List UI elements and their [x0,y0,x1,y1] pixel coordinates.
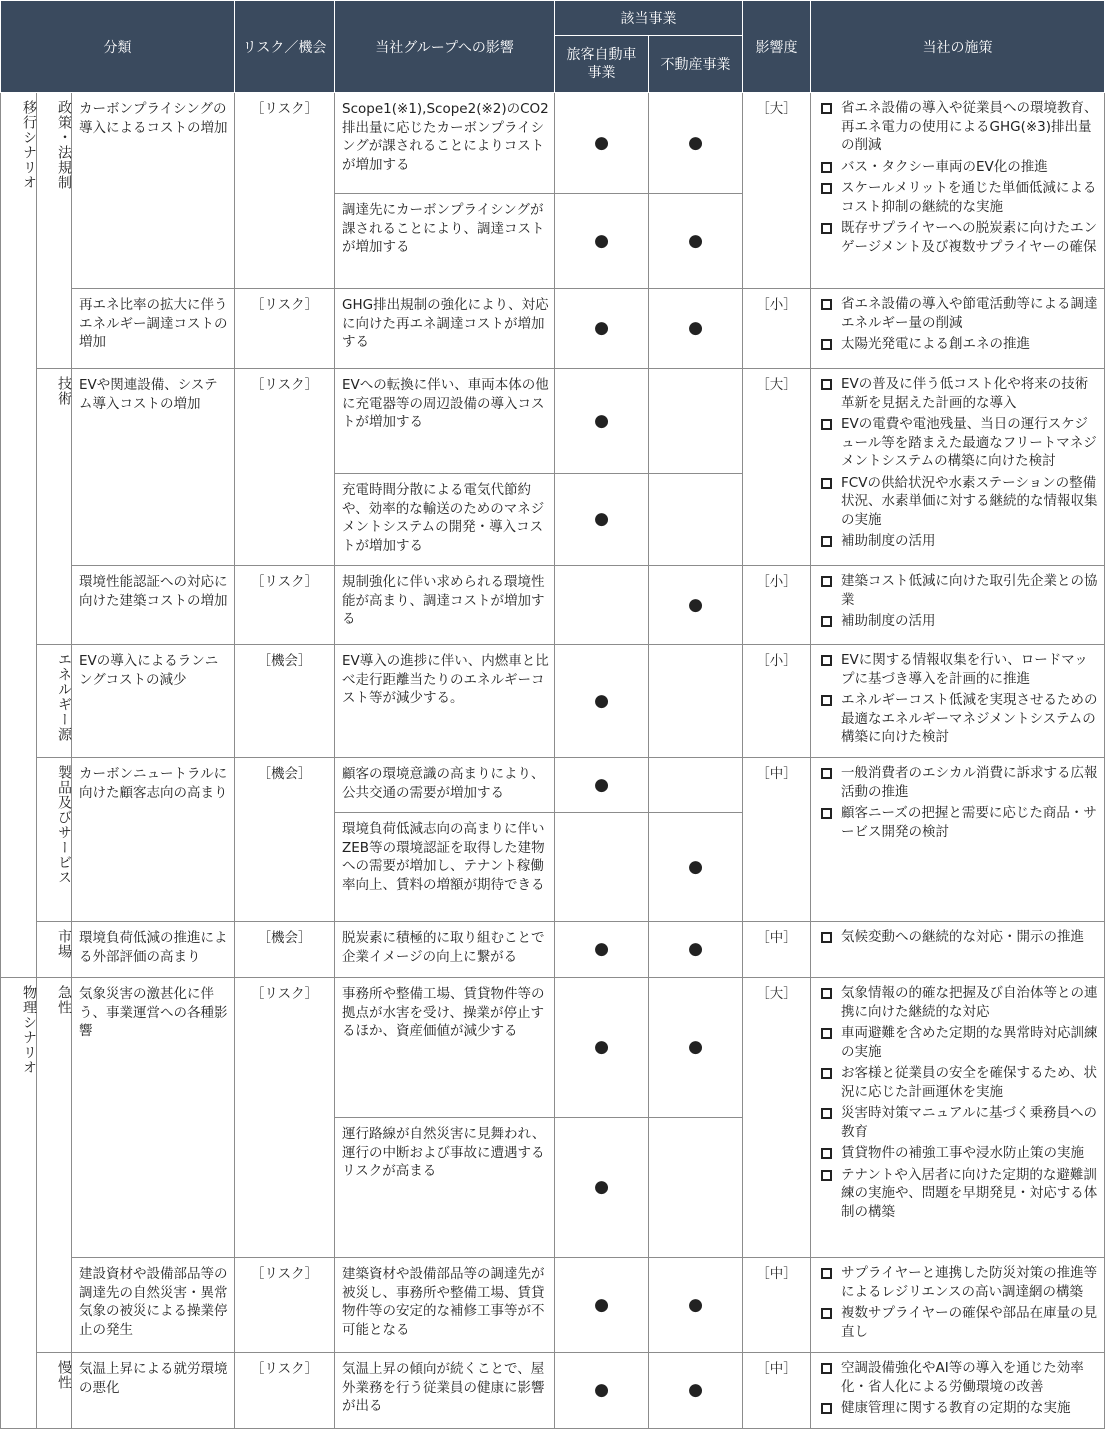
checkbox-icon [821,1268,832,1279]
impact-text: 建築資材や設備部品等の調達先が被災し、事務所や整備工場、賃貸物件等の安定的な補修工事等が不可能となる [335,1258,555,1353]
checkbox-icon [821,536,832,547]
checkbox-icon [821,576,832,587]
dot-passenger: ● [555,645,649,758]
impact-level: ［大］ [743,369,811,566]
measure-item: 気候変動への継続的な対応・開示の推進 [819,928,1100,947]
impact-text: 顧客の環境意識の高まりにより、公共交通の需要が増加する [335,758,555,813]
dot-realestate-empty [649,474,743,566]
checkbox-icon [821,1148,832,1159]
checkbox-icon [821,103,832,114]
checkbox-icon [821,1068,832,1079]
impact-text: 事務所や整備工場、賃貸物件等の拠点が水害を受け、操業が停止するほか、資産価値が減少する [335,978,555,1118]
impact-level: ［大］ [743,978,811,1258]
dot-passenger: ● [555,1353,649,1429]
risk-opportunity-label: ［機会］ [235,922,335,978]
dot-passenger: ● [555,194,649,289]
checkbox-icon [821,162,832,173]
dot-realestate-empty [649,645,743,758]
impact-text: GHG排出規制の強化により、対応に向けた再エネ調達コストが増加する [335,289,555,369]
impact-level: ［中］ [743,922,811,978]
impact-text: 脱炭素に積極的に取り組むことで企業イメージの向上に繋がる [335,922,555,978]
checkbox-icon [821,808,832,819]
measure-item: 健康管理に関する教育の定期的な実施 [819,1399,1100,1418]
impact-text: 環境負荷低減志向の高まりに伴いZEB等の環境認証を取得した建物への需要が増加し、テナント稼働率向上、賃料の増額が期待できる [335,813,555,922]
measure-item: サプライヤーと連携した防災対策の推進等によるレジリエンスの高い調達網の構築 [819,1264,1100,1301]
measures-cell [811,922,1105,978]
item-renewable-ratio: 再エネ比率の拡大に伴うエネルギー調達コストの増加 [72,289,235,369]
impact-level: ［小］ [743,289,811,369]
dot-realestate: ● [649,922,743,978]
measure-item: 賃貸物件の補強工事や浸水防止策の実施 [819,1144,1100,1163]
subcategory-acute: 急性 [37,978,72,1353]
dot-realestate-empty [649,1118,743,1258]
dot-realestate: ● [649,194,743,289]
measures-cell [811,1258,1105,1353]
header-risk-opportunity: リスク／機会 [235,1,335,93]
measure-item: 省エネ設備の導入や節電活動等による調達エネルギー量の削減 [819,295,1100,332]
dot-passenger: ● [555,922,649,978]
checkbox-icon [821,1108,832,1119]
measure-item: 複数サプライヤーの確保や部品在庫量の見直し [819,1304,1100,1341]
item-external-evaluation: 環境負荷低減の推進による外部評価の高まり [72,922,235,978]
checkbox-icon [821,695,832,706]
impact-text: 運行路線が自然災害に見舞われ、運行の中断および事故に遭遇するリスクが高まる [335,1118,555,1258]
checkbox-icon [821,419,832,430]
checkbox-icon [821,339,832,350]
measure-item: スケールメリットを通じた単価低減によるコスト抑制の継続的な実施 [819,179,1100,216]
measures-cell [811,1353,1105,1429]
dot-passenger-empty [555,566,649,645]
measures-cell [811,289,1105,369]
measure-item: 既存サプライヤーへの脱炭素に向けたエンゲージメント及び複数サプライヤーの確保 [819,219,1100,256]
measures-cell [811,566,1105,645]
dot-realestate: ● [649,1258,743,1353]
measure-item: 一般消費者のエシカル消費に訴求する広報活動の推進 [819,764,1100,801]
risk-opportunity-label: ［リスク］ [235,1258,335,1353]
item-carbon-pricing: カーボンプライシングの導入によるコストの増加 [72,93,235,289]
impact-text: 充電時間分散による電気代節約や、効率的な輸送のためのマネジメントシステムの開発・導入コストが増加する [335,474,555,566]
subcategory-market: 市場 [37,922,72,978]
subcategory-chronic: 慢性 [37,1353,72,1429]
impact-text: EVへの転換に伴い、車両本体の他に充電器等の周辺設備の導入コストが増加する [335,369,555,474]
measure-item: 空調設備強化やAI等の導入を通じた効率化・省人化による労働環境の改善 [819,1359,1100,1396]
risk-opportunity-label: ［リスク］ [235,1353,335,1429]
item-env-certification: 環境性能認証への対応に向けた建築コストの増加 [72,566,235,645]
impact-level: ［大］ [743,93,811,289]
measure-item: 省エネ設備の導入や従業員への環境教育、再エネ電力の使用によるGHG(※3)排出量の削減 [819,99,1100,155]
dot-realestate: ● [649,289,743,369]
dot-realestate: ● [649,813,743,922]
dot-passenger: ● [555,369,649,474]
measure-item: 補助制度の活用 [819,532,1100,551]
header-segment-passenger: 旅客自動車 事業 [555,36,649,93]
measures-cell [811,645,1105,758]
item-customer-orientation: カーボンニュートラルに向けた顧客志向の高まり [72,758,235,922]
impact-text: 気温上昇の傾向が続くことで、屋外業務を行う従業員の健康に影響が出る [335,1353,555,1429]
impact-level: ［小］ [743,645,811,758]
checkbox-icon [821,478,832,489]
dot-realestate: ● [649,978,743,1118]
subcategory-energy: エネルギー源 [37,645,72,758]
checkbox-icon [821,1170,832,1181]
risk-opportunity-label: ［リスク］ [235,369,335,566]
dot-passenger: ● [555,978,649,1118]
risk-opportunity-label: ［機会］ [235,758,335,922]
dot-passenger: ● [555,289,649,369]
scenario-physical: 物理シナリオ [1,978,37,1429]
measure-item: 気象情報の的確な把握及び自治体等との連携に向けた継続的な対応 [819,984,1100,1021]
dot-passenger: ● [555,1118,649,1258]
dot-realestate: ● [649,93,743,194]
measures-cell [811,93,1105,289]
impact-level: ［小］ [743,566,811,645]
scenario-transition: 移行シナリオ [1,93,37,978]
measure-item: EVの電費や電池残量、当日の運行スケジュール等を踏まえた最適なフリートマネジメントシステムの構築に向けた検討 [819,415,1100,471]
item-heat-work-environment: 気温上昇による就労環境の悪化 [72,1353,235,1429]
dot-realestate: ● [649,566,743,645]
risk-opportunity-label: ［機会］ [235,645,335,758]
header-segment: 該当事業 [555,1,743,36]
risk-opportunity-label: ［リスク］ [235,978,335,1258]
subcategory-policy: 政策・法規制 [37,93,72,369]
checkbox-icon [821,223,832,234]
measure-item: エネルギーコスト低減を実現させるための最適なエネルギーマネジメントシステムの構築に向けた検討 [819,691,1100,747]
measure-item: 車両避難を含めた定期的な異常時対応訓練の実施 [819,1024,1100,1061]
measure-item: FCVの供給状況や水素ステーションの整備状況、水素単価に対する継続的な情報収集の実施 [819,474,1100,530]
measures-cell [811,758,1105,922]
measure-item: 補助制度の活用 [819,612,1100,631]
item-ev-running-cost: EVの導入によるランニングコストの減少 [72,645,235,758]
checkbox-icon [821,988,832,999]
measure-item: EVの普及に伴う低コスト化や将来の技術革新を見据えた計画的な導入 [819,375,1100,412]
risk-opportunity-label: ［リスク］ [235,289,335,369]
checkbox-icon [821,1363,832,1374]
impact-level: ［中］ [743,1258,811,1353]
dot-realestate-empty [649,369,743,474]
item-supplier-disaster: 建設資材や設備部品等の調達先の自然災害・異常気象の被災による操業停止の発生 [72,1258,235,1353]
impact-text: 規制強化に伴い求められる環境性能が高まり、調達コストが増加する [335,566,555,645]
measure-item: バス・タクシー車両のEV化の推進 [819,158,1100,177]
measure-item: 建築コスト低減に向けた取引先企業との協業 [819,572,1100,609]
item-ev-cost: EVや関連設備、システム導入コストの増加 [72,369,235,566]
impact-level: ［中］ [743,758,811,922]
dot-passenger: ● [555,474,649,566]
measures-cell [811,369,1105,566]
dot-passenger: ● [555,758,649,813]
header-category: 分類 [1,1,235,93]
header-impact-level: 影響度 [743,1,811,93]
dot-passenger: ● [555,93,649,194]
measure-item: 災害時対策マニュアルに基づく乗務員への教育 [819,1104,1100,1141]
impact-text: EV導入の進捗に伴い、内燃車と比べ走行距離当たりのエネルギーコスト等が減少する。 [335,645,555,758]
checkbox-icon [821,183,832,194]
header-measures: 当社の施策 [811,1,1105,93]
subcategory-products: 製品及びサービス [37,758,72,922]
measure-item: お客様と従業員の安全を確保するため、状況に応じた計画運休を実施 [819,1064,1100,1101]
risk-opportunity-label: ［リスク］ [235,566,335,645]
impact-text: Scope1(※1),Scope2(※2)のCO2排出量に応じたカーボンプライシングが課されることによりコストが増加する [335,93,555,194]
measure-item: EVに関する情報収集を行い、ロードマップに基づき導入を計画的に推進 [819,651,1100,688]
checkbox-icon [821,299,832,310]
checkbox-icon [821,932,832,943]
header-impact: 当社グループへの影響 [335,1,555,93]
dot-passenger: ● [555,1258,649,1353]
impact-level: ［中］ [743,1353,811,1429]
header-segment-realestate: 不動産事業 [649,36,743,93]
measure-item: テナントや入居者に向けた定期的な避難訓練の実施や、問題を早期発見・対応する体制の構築 [819,1166,1100,1222]
dot-passenger-empty [555,813,649,922]
checkbox-icon [821,1308,832,1319]
impact-text: 調達先にカーボンプライシングが課されることにより、調達コストが増加する [335,194,555,289]
item-weather-disasters: 気象災害の激甚化に伴う、事業運営への各種影響 [72,978,235,1258]
dot-realestate: ● [649,1353,743,1429]
subcategory-technology: 技術 [37,369,72,645]
measure-item: 太陽光発電による創エネの推進 [819,335,1100,354]
checkbox-icon [821,379,832,390]
checkbox-icon [821,1403,832,1414]
checkbox-icon [821,1028,832,1039]
checkbox-icon [821,768,832,779]
checkbox-icon [821,655,832,666]
measure-item: 顧客ニーズの把握と需要に応じた商品・サービス開発の検討 [819,804,1100,841]
dot-realestate-empty [649,758,743,813]
measures-cell [811,978,1105,1258]
risk-opportunity-label: ［リスク］ [235,93,335,289]
checkbox-icon [821,616,832,627]
